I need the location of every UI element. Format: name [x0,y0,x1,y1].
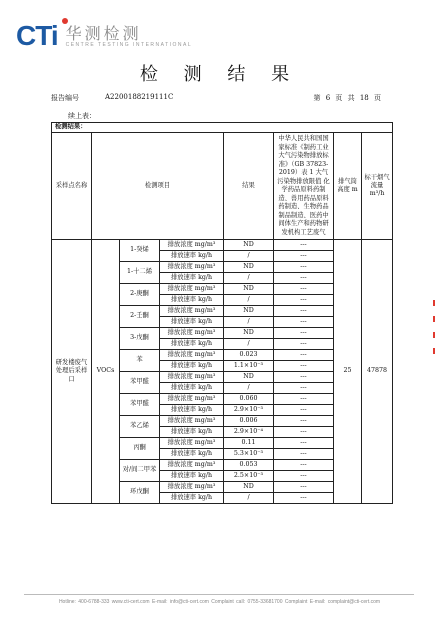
result-cell: / [224,339,274,350]
param-label: 排放浓度 mg/m³ [160,416,224,427]
company-name-en: CENTRE TESTING INTERNATIONAL [65,41,193,48]
report-number: A2200188219111C [105,93,174,101]
param-label: 排放浓度 mg/m³ [160,394,224,405]
result-cell: ND [224,372,274,383]
result-cell: / [224,273,274,284]
limit-cell: --- [274,273,334,284]
limit-cell: --- [274,251,334,262]
param-label: 排放速率 kg/h [160,405,224,416]
result-cell: ND [224,240,274,251]
param-label: 排放浓度 mg/m³ [160,262,224,273]
compound-cell: 苯甲醛 [120,372,160,394]
side-stamp-marks [433,300,435,380]
limit-cell: --- [274,449,334,460]
param-label: 排放浓度 mg/m³ [160,284,224,295]
result-cell: 5.3×10⁻³ [224,449,274,460]
report-number-label: 报告编号 [51,94,79,102]
stack-height-cell: 25 [334,240,362,504]
result-cell: / [224,383,274,394]
limit-cell: --- [274,482,334,493]
result-cell: 0.053 [224,460,274,471]
result-cell: 0.060 [224,394,274,405]
limit-cell: --- [274,240,334,251]
limit-cell: --- [274,438,334,449]
company-logo [16,20,192,52]
compound-cell: 对/间二甲苯 [120,460,160,482]
footer-contacts: Hotline: 400-6788-333 www.cti-cert.com E-mail: info@cti-cert.com Complaint call: 0755-33681700 Complaint E-mail: complaint@cti-cert.com [58,599,381,605]
compound-cell: 3-戊酮 [120,328,160,350]
result-cell: ND [224,328,274,339]
result-cell: 1.1×10⁻³ [224,361,274,372]
compound-cell: 1-十二烯 [120,262,160,284]
param-label: 排放浓度 mg/m³ [160,328,224,339]
param-label: 排放浓度 mg/m³ [160,240,224,251]
param-label: 排放速率 kg/h [160,493,224,504]
param-label: 排放速率 kg/h [160,383,224,394]
limit-cell: --- [274,493,334,504]
header-item: 检测项目 [92,133,224,240]
compound-cell: 苯 [120,350,160,372]
result-cell: ND [224,482,274,493]
limit-cell: --- [274,394,334,405]
param-label: 排放速率 kg/h [160,273,224,284]
limit-cell: --- [274,460,334,471]
result-cell: 2.5×10⁻³ [224,471,274,482]
results-table [51,122,393,504]
result-cell: / [224,493,274,504]
param-label: 排放浓度 mg/m³ [160,438,224,449]
table-row [52,240,393,251]
continued-note: 续上表： [68,112,96,120]
param-label: 排放浓度 mg/m³ [160,372,224,383]
limit-cell: --- [274,328,334,339]
limit-cell: --- [274,383,334,394]
compound-cell: 丙酮 [120,438,160,460]
flow-cell: 47878 [362,240,393,504]
limit-cell: --- [274,372,334,383]
result-cell: ND [224,306,274,317]
company-name-cn: 华测检测 [65,23,142,43]
page-title: 检 测 结 果 [139,64,300,85]
result-cell: 0.11 [224,438,274,449]
param-label: 排放速率 kg/h [160,339,224,350]
param-label: 排放浓度 mg/m³ [160,482,224,493]
compound-cell: 环戊酮 [120,482,160,504]
page-number: 第 6 页 共 18 页 [313,94,381,102]
limit-cell: --- [274,339,334,350]
limit-cell: --- [274,295,334,306]
limit-cell: --- [274,361,334,372]
compound-cell: 苯甲醛 [120,394,160,416]
header-standard: 中华人民共和国国家标准《制药工业大气污染物排放标准》（GB 37823-2019）表 1 大气污染物排放限值 化学药品原料药制造、兽用药品原料药制造、生物药品制品制造、医药中间体生产和药物研发机构工艺废气 [274,133,334,240]
limit-cell: --- [274,306,334,317]
limit-cell: --- [274,405,334,416]
param-label: 排放浓度 mg/m³ [160,460,224,471]
result-cell: / [224,295,274,306]
header-sample-point: 采样点名称 [52,133,92,240]
param-label: 排放速率 kg/h [160,361,224,372]
param-label: 排放速率 kg/h [160,251,224,262]
limit-cell: --- [274,416,334,427]
limit-cell: --- [274,471,334,482]
param-label: 排放速率 kg/h [160,317,224,328]
param-label: 排放速率 kg/h [160,427,224,438]
category-cell: VOCs [92,240,120,504]
compound-cell: 2-庚酮 [120,284,160,306]
result-cell: ND [224,262,274,273]
result-cell: 0.023 [224,350,274,361]
compound-cell: 2-壬酮 [120,306,160,328]
report-meta [51,93,381,103]
result-cell: 0.006 [224,416,274,427]
result-cell: / [224,317,274,328]
param-label: 排放速率 kg/h [160,449,224,460]
result-cell: 2.9×10⁻⁴ [224,427,274,438]
header-result: 结果 [224,133,274,240]
compound-cell: 苯乙烯 [120,416,160,438]
section-title: 检测结果： [52,123,393,133]
footer-rule [24,594,414,595]
param-label: 排放浓度 mg/m³ [160,306,224,317]
limit-cell: --- [274,262,334,273]
limit-cell: --- [274,350,334,361]
sample-point-cell: 研发楼废气处理后采样口 [52,240,92,504]
header-flow: 标干烟气流量 m³/h [362,133,393,240]
param-label: 排放速率 kg/h [160,471,224,482]
result-cell: / [224,251,274,262]
limit-cell: --- [274,427,334,438]
param-label: 排放速率 kg/h [160,295,224,306]
result-cell: ND [224,284,274,295]
result-cell: 2.9×10⁻³ [224,405,274,416]
header-stack-height: 排气筒高度 m [334,133,362,240]
limit-cell: --- [274,317,334,328]
logo-mark: CTi [16,20,58,52]
limit-cell: --- [274,284,334,295]
param-label: 排放浓度 mg/m³ [160,350,224,361]
compound-cell: 1-癸烯 [120,240,160,262]
